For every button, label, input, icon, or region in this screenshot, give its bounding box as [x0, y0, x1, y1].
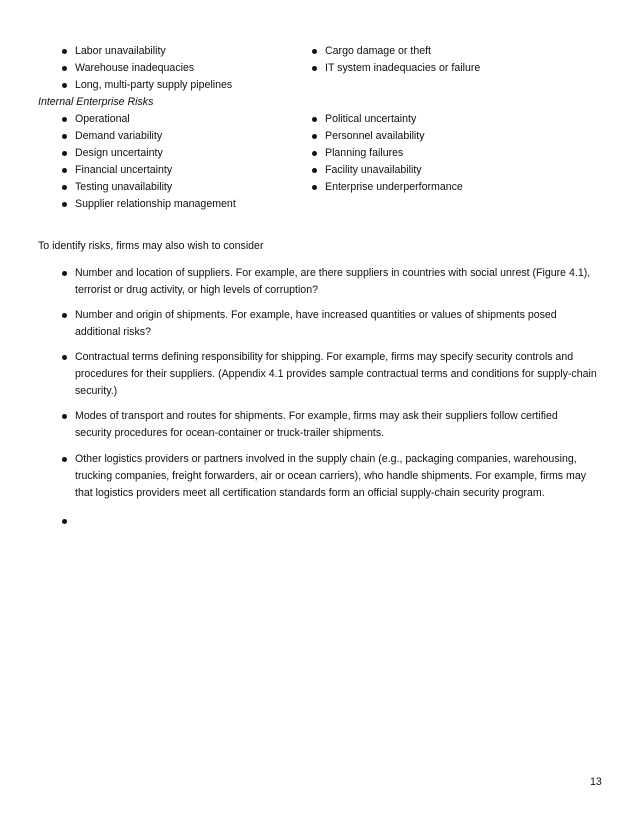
bullet-icon	[62, 519, 67, 524]
list-item: Warehouse inadequacies	[75, 62, 195, 74]
list-item: Facility unavailability	[325, 164, 422, 176]
bullet-icon	[312, 185, 317, 190]
bullet-icon	[62, 414, 67, 419]
bullet-icon	[312, 134, 317, 139]
list-item: Planning failures	[325, 147, 404, 159]
consideration-line: security procedures for ocean-container or truck-trailer shipments.	[75, 427, 385, 439]
list-item: Personnel availability	[325, 130, 425, 142]
list-item: Long, multi-party supply pipelines	[75, 79, 233, 91]
consideration-line: Other logistics providers or partners involved in the supply chain (e.g., packaging companies, warehousing,	[75, 453, 577, 465]
consideration-line: Contractual terms defining responsibility for shipping. For example, firms may specify security controls and	[75, 351, 574, 363]
list-item: IT system inadequacies or failure	[325, 62, 481, 74]
consideration-line: Number and origin of shipments. For example, have increased quantities or values of shipments posed	[75, 309, 557, 321]
page-number: 13	[590, 776, 602, 788]
consideration-line: security.)	[75, 385, 118, 397]
bullet-icon	[62, 202, 67, 207]
consideration-line: Modes of transport and routes for shipments. For example, firms may ask their suppliers follow certified	[75, 410, 558, 422]
consideration-line: additional risks?	[75, 326, 151, 338]
bullet-icon	[62, 117, 67, 122]
list-item: Enterprise underperformance	[325, 181, 463, 193]
section-heading: Internal Enterprise Risks	[38, 96, 154, 108]
bullet-icon	[62, 313, 67, 318]
bullet-icon	[312, 151, 317, 156]
bullet-icon	[312, 168, 317, 173]
bullet-icon	[62, 185, 67, 190]
list-item: Cargo damage or theft	[325, 45, 431, 57]
list-item: Financial uncertainty	[75, 164, 173, 176]
bullet-icon	[62, 457, 67, 462]
consideration-line: trucking companies, freight forwarders, air or ocean carriers), who handle shipments. For example, firms may	[75, 470, 587, 482]
bullet-icon	[312, 49, 317, 54]
consideration-line: Number and location of suppliers. For example, are there suppliers in countries with social unrest (Figure 4.1),	[75, 267, 591, 279]
list-item: Testing unavailability	[75, 181, 173, 193]
bullet-icon	[62, 49, 67, 54]
list-item: Demand variability	[75, 130, 163, 142]
list-item: Labor unavailability	[75, 45, 166, 57]
bullet-icon	[62, 66, 67, 71]
list-item: Political uncertainty	[325, 113, 417, 125]
bullet-icon	[312, 117, 317, 122]
consideration-line: that logistics providers meet all certification standards form an official supply-chain security program.	[75, 487, 545, 499]
bullet-icon	[312, 66, 317, 71]
consideration-line: terrorist or drug activity, or high levels of corruption?	[75, 284, 318, 296]
bullet-icon	[62, 271, 67, 276]
list-item: Design uncertainty	[75, 147, 163, 159]
list-item: Supplier relationship management	[75, 198, 236, 210]
bullet-icon	[62, 134, 67, 139]
bullet-icon	[62, 83, 67, 88]
consideration-line: procedures for their suppliers. (Appendix 4.1 provides sample contractual terms and conditions for supply-chain	[75, 368, 597, 380]
bullet-icon	[62, 168, 67, 173]
bullet-icon	[62, 355, 67, 360]
bullet-icon	[62, 151, 67, 156]
intro-text: To identify risks, firms may also wish to consider	[38, 240, 264, 252]
list-item: Operational	[75, 113, 130, 125]
